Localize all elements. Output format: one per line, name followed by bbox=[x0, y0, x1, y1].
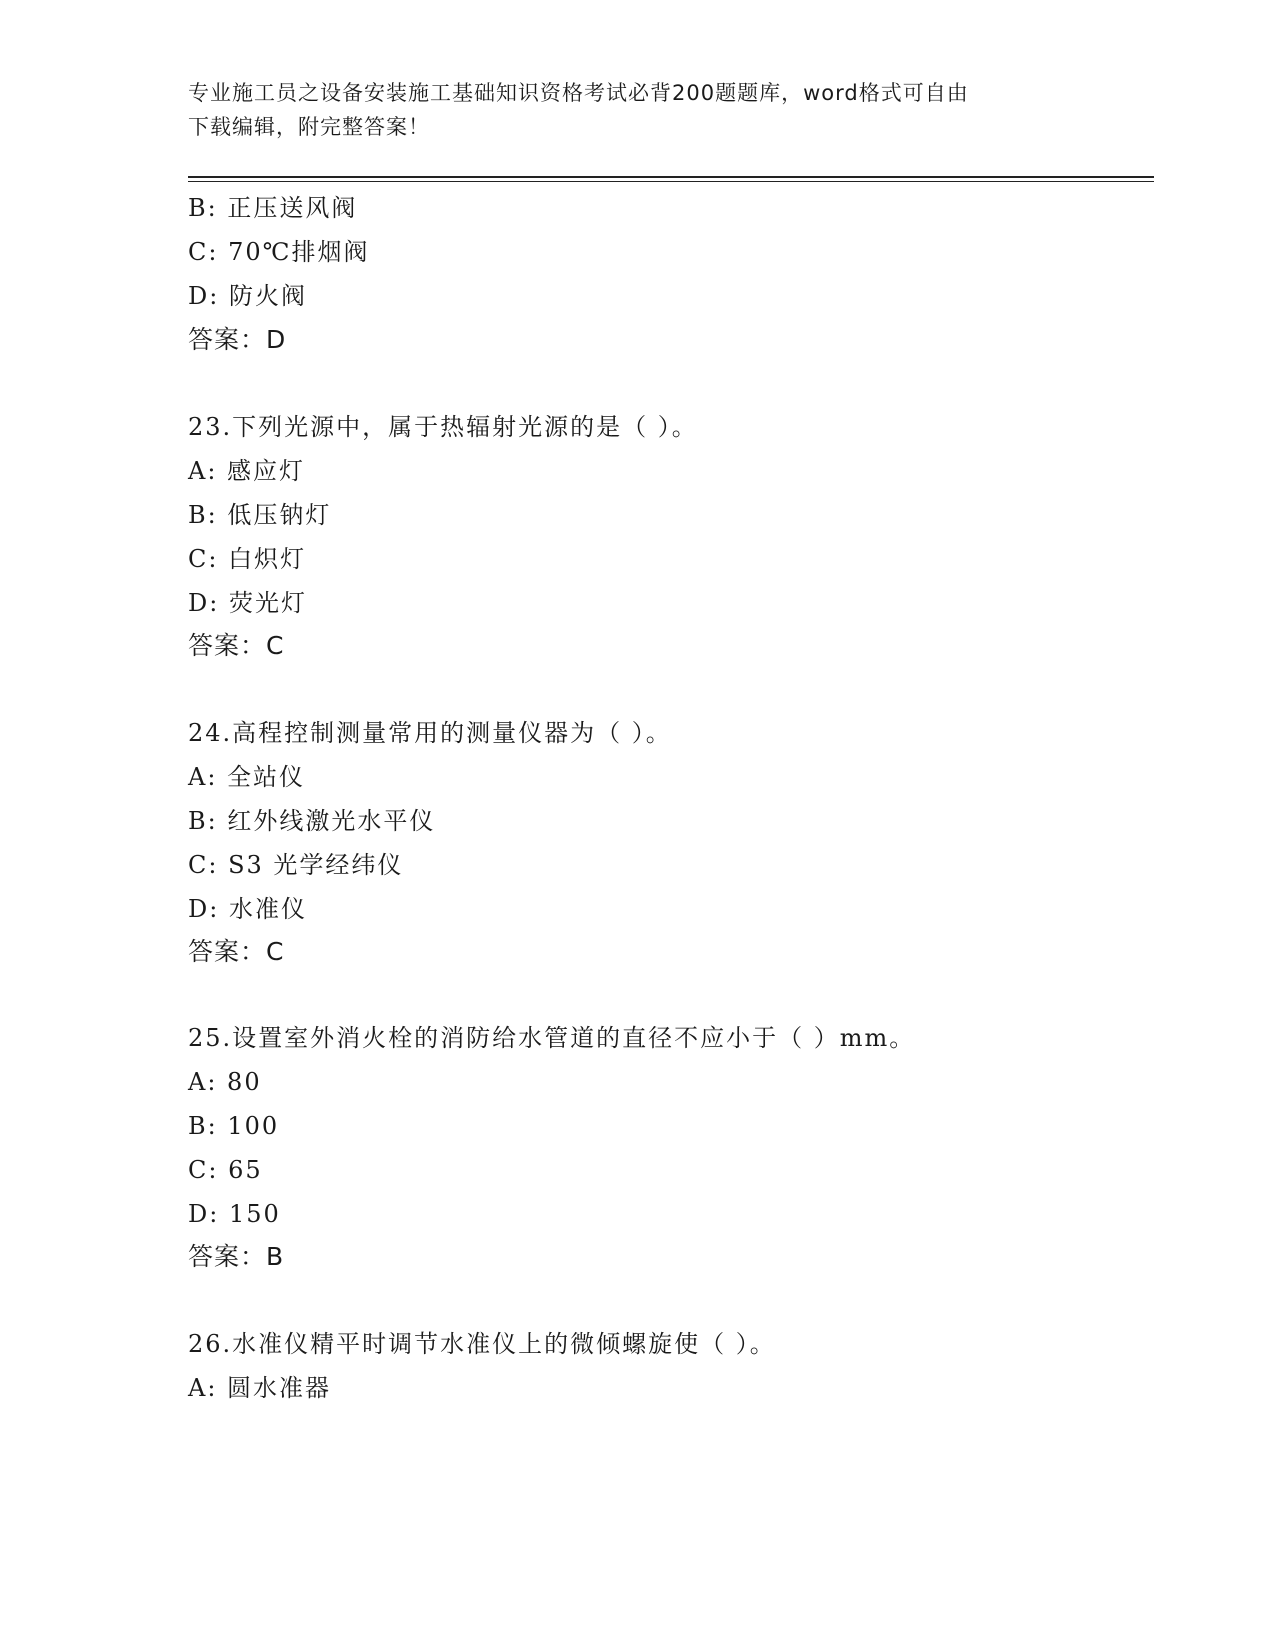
q24-question: 24.高程控制测量常用的测量仪器为（ ）。 bbox=[188, 719, 672, 747]
q23-option-a: A: 感应灯 bbox=[188, 457, 306, 485]
q23-answer: 答案：C bbox=[188, 631, 285, 660]
q25-question: 25.设置室外消火栓的消防给水管道的直径不应小于（ ）mm。 bbox=[188, 1024, 916, 1052]
q24-option-b: B: 红外线激光水平仪 bbox=[188, 807, 436, 835]
q24-option-d: D: 水准仪 bbox=[188, 895, 307, 923]
header-divider-thick bbox=[188, 176, 1154, 178]
header-title-line-1: 专业施工员之设备安装施工基础知识资格考试必背200题题库，word格式可自由 bbox=[188, 81, 969, 105]
q26-question: 26.水准仪精平时调节水准仪上的微倾螺旋使（ ）。 bbox=[188, 1330, 776, 1358]
header-title-line-2: 下载编辑，附完整答案！ bbox=[188, 115, 430, 139]
q22-option-b: B: 正压送风阀 bbox=[188, 194, 358, 222]
q25-option-a: A: 80 bbox=[188, 1068, 262, 1096]
q25-option-d: D: 150 bbox=[188, 1200, 281, 1228]
q22-option-c: C: 70℃排烟阀 bbox=[188, 238, 370, 266]
q25-option-b: B: 100 bbox=[188, 1112, 280, 1140]
q24-option-a: A: 全站仪 bbox=[188, 763, 306, 791]
q24-answer: 答案：C bbox=[188, 937, 285, 966]
q23-question: 23.下列光源中，属于热辐射光源的是（ ）。 bbox=[188, 413, 698, 441]
q22-answer: 答案：D bbox=[188, 325, 287, 354]
q25-answer: 答案：B bbox=[188, 1242, 285, 1271]
q24-option-c: C: S3 光学经纬仪 bbox=[188, 851, 404, 879]
q25-option-c: C: 65 bbox=[188, 1156, 263, 1184]
q22-option-d: D: 防火阀 bbox=[188, 282, 307, 310]
q23-option-d: D: 荧光灯 bbox=[188, 589, 307, 617]
document-header bbox=[188, 76, 1068, 144]
header-divider-thin bbox=[188, 181, 1154, 182]
q23-option-b: B: 低压钠灯 bbox=[188, 501, 332, 529]
q23-option-c: C: 白炽灯 bbox=[188, 545, 307, 573]
q26-option-a: A: 圆水准器 bbox=[188, 1374, 332, 1402]
